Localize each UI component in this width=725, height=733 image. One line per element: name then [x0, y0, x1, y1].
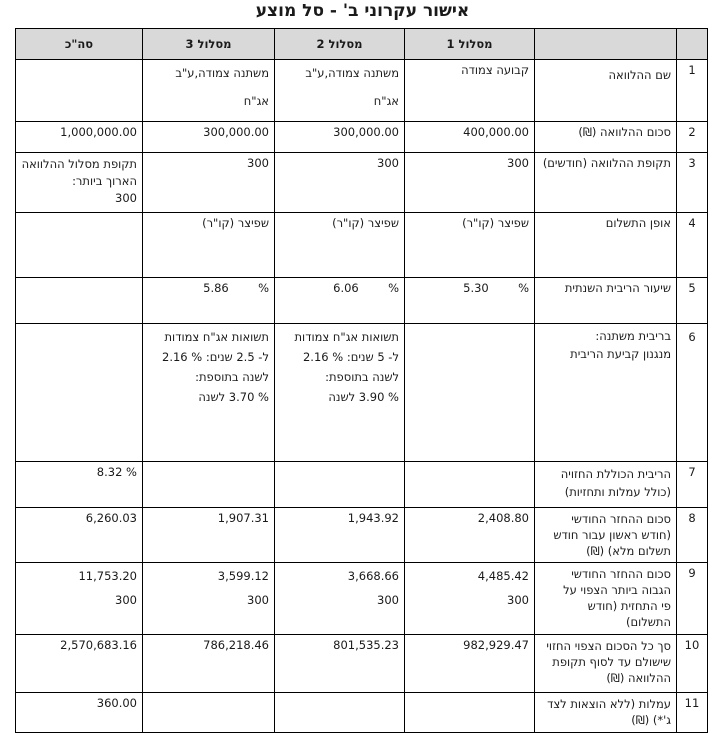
r6-track2: [275, 324, 405, 462]
header-number: [677, 29, 708, 60]
r5-track3-percent: %: [258, 281, 269, 295]
r9-description-line1: סכום ההחזר החודשי: [571, 567, 671, 581]
r5-description: שיעור הריבית השנתית: [535, 278, 677, 324]
r11-description-line2: ג'*) (₪): [631, 713, 671, 727]
r7-number: 7: [677, 462, 708, 508]
r1-track2-line2: אג"ח: [373, 94, 399, 108]
r2-track2: 300,000.00: [275, 122, 405, 153]
page-title: אישור עקרוני ב' - סל מוצע: [255, 1, 470, 21]
r3-track2: 300: [275, 153, 405, 213]
r9-total-month: 300: [115, 593, 137, 607]
r6-description-line1: בריבית משתנה:: [595, 329, 671, 343]
r2-total: 1,000,000.00: [16, 122, 143, 153]
header-row: [16, 29, 708, 60]
table-row: [16, 635, 708, 693]
r7-description-line1: הריבית הכוללת החזויה: [560, 467, 671, 481]
r10-number: 10: [677, 635, 708, 693]
r10-description-line2: שישולם עד לסוף תקופת: [552, 655, 671, 669]
r6-track1: [405, 324, 535, 462]
r6-number: 6: [677, 324, 708, 462]
r9-track1: [405, 563, 535, 635]
r6-description: [535, 324, 677, 462]
r6-track3-line1: תשואות אג"ח צמודות: [164, 330, 269, 344]
r6-track2-line2: ל- 5 שנים: % 2.16: [302, 350, 399, 364]
r6-description-line2: מנגנון קביעת הריבית: [570, 347, 671, 361]
r5-track1-percent: %: [518, 281, 529, 295]
r5-total: [16, 278, 143, 324]
r4-track1: שפיצר (קו"ר): [405, 213, 535, 278]
r10-description-line3: ההלוואה (₪): [606, 671, 671, 685]
r1-track2-line1: משתנה צמודה,ע"ב: [305, 66, 399, 80]
r8-track2: 1,943.92: [275, 508, 405, 563]
r9-total: [16, 563, 143, 635]
r9-track2: [275, 563, 405, 635]
r3-description: תקופת ההלוואה (חודשים): [535, 153, 677, 213]
r9-description: [535, 563, 677, 635]
r11-number: 11: [677, 693, 708, 733]
r10-description: [535, 635, 677, 693]
table-row: [16, 693, 708, 733]
r9-track3-month: 300: [247, 593, 269, 607]
r8-track1: 2,408.80: [405, 508, 535, 563]
r5-track1: [405, 278, 535, 324]
r11-total: 360.00: [16, 693, 143, 733]
r5-track3-value: 5.86: [203, 281, 229, 295]
r1-track2: [275, 60, 405, 122]
table-row: [16, 153, 708, 213]
r6-track3: [143, 324, 275, 462]
r11-description: [535, 693, 677, 733]
r2-track3: 300,000.00: [143, 122, 275, 153]
r3-number: 3: [677, 153, 708, 213]
r3-total-line2: הארוך ביותר:: [72, 174, 137, 188]
header-track3: מסלול 3: [143, 29, 275, 60]
r4-track3: שפיצר (קו"ר): [143, 213, 275, 278]
r9-track1-month: 300: [507, 593, 529, 607]
table-row: [16, 122, 708, 153]
r4-number: 4: [677, 213, 708, 278]
r6-track3-line3: לשנה בתוספת:: [195, 370, 269, 384]
r1-track3-line1: משתנה צמודה,ע"ב: [175, 66, 269, 80]
r1-track3: [143, 60, 275, 122]
r3-track1: 300: [405, 153, 535, 213]
r11-track1: [405, 693, 535, 733]
r6-track2-line4: % 3.90 לשנה: [328, 390, 399, 404]
r9-total-amount: 11,753.20: [78, 569, 137, 583]
r3-total-line1: תקופת מסלול ההלוואה: [21, 157, 137, 171]
r1-total: [16, 60, 143, 122]
r11-description-line1: עמלות (ללא הוצאות לצד: [547, 697, 671, 711]
r4-total: [16, 213, 143, 278]
r7-description-line2: (כולל עמלות ותחזיות): [564, 485, 671, 499]
r9-description-line2: הגבוה ביותר הצפוי על: [563, 583, 671, 597]
r8-track3: 1,907.31: [143, 508, 275, 563]
r11-track3: [143, 693, 275, 733]
r9-track3: [143, 563, 275, 635]
r9-track3-amount: 3,599.12: [217, 569, 269, 583]
r8-description-line2: (חודש ראשון עבור חודש: [553, 528, 671, 542]
table-row: [16, 60, 708, 122]
table-row: [16, 324, 708, 462]
r1-track3-line2: אג"ח: [243, 94, 269, 108]
r10-track3: 786,218.46: [143, 635, 275, 693]
r7-track1: [405, 462, 535, 508]
r5-track2-percent: %: [388, 281, 399, 295]
r11-track2: [275, 693, 405, 733]
r2-track1: 400,000.00: [405, 122, 535, 153]
r5-track1-value: 5.30: [463, 281, 489, 295]
r8-total: 6,260.03: [16, 508, 143, 563]
r2-number: 2: [677, 122, 708, 153]
r9-track2-amount: 3,668.66: [347, 569, 399, 583]
r9-description-line4: התשלום): [625, 615, 671, 629]
table-row: [16, 563, 708, 635]
r1-description: שם ההלוואה: [535, 60, 677, 122]
r4-description: אופן התשלום: [535, 213, 677, 278]
r1-number: 1: [677, 60, 708, 122]
r7-track2: [275, 462, 405, 508]
r3-total-line3: 300: [115, 191, 137, 205]
r3-total: [16, 153, 143, 213]
r8-description: [535, 508, 677, 563]
r10-total: 2,570,683.16: [16, 635, 143, 693]
r6-track2-line3: לשנה בתוספת:: [325, 370, 399, 384]
r8-description-line3: תשלום מלא) (₪): [586, 544, 671, 558]
header-description: [535, 29, 677, 60]
r10-description-line1: סך כל הסכום הצפוי החזוי: [546, 639, 671, 653]
r7-total: 8.32 %: [16, 462, 143, 508]
r10-track2: 801,535.23: [275, 635, 405, 693]
header-track2: מסלול 2: [275, 29, 405, 60]
r6-track3-line2: ל- 2.5 שנים: % 2.16: [162, 350, 269, 364]
r9-track1-amount: 4,485.42: [477, 569, 529, 583]
header-track1: מסלול 1: [405, 29, 535, 60]
r3-track3: 300: [143, 153, 275, 213]
table-row: [16, 508, 708, 563]
r5-track2: [275, 278, 405, 324]
r9-track2-month: 300: [377, 593, 399, 607]
r1-track1: קבועה צמודה: [405, 60, 535, 122]
loan-comparison-table: [15, 28, 708, 733]
r9-description-line3: פי התחזית (חודש: [587, 599, 671, 613]
r5-track2-value: 6.06: [333, 281, 359, 295]
r8-description-line1: סכום ההחזר החודשי: [571, 512, 671, 526]
header-total: סה"כ: [16, 29, 143, 60]
r8-number: 8: [677, 508, 708, 563]
r9-number: 9: [677, 563, 708, 635]
table-row: [16, 278, 708, 324]
r2-description: סכום ההלוואה (₪): [535, 122, 677, 153]
r5-track3: [143, 278, 275, 324]
r7-description: [535, 462, 677, 508]
table-row: [16, 462, 708, 508]
r5-number: 5: [677, 278, 708, 324]
r6-track2-line1: תשואות אג"ח צמודות: [294, 330, 399, 344]
r6-track3-line4: % 3.70 לשנה: [198, 390, 269, 404]
r4-track2: שפיצר (קו"ר): [275, 213, 405, 278]
r6-total: [16, 324, 143, 462]
r7-track3: [143, 462, 275, 508]
table-row: [16, 213, 708, 278]
r10-track1: 982,929.47: [405, 635, 535, 693]
